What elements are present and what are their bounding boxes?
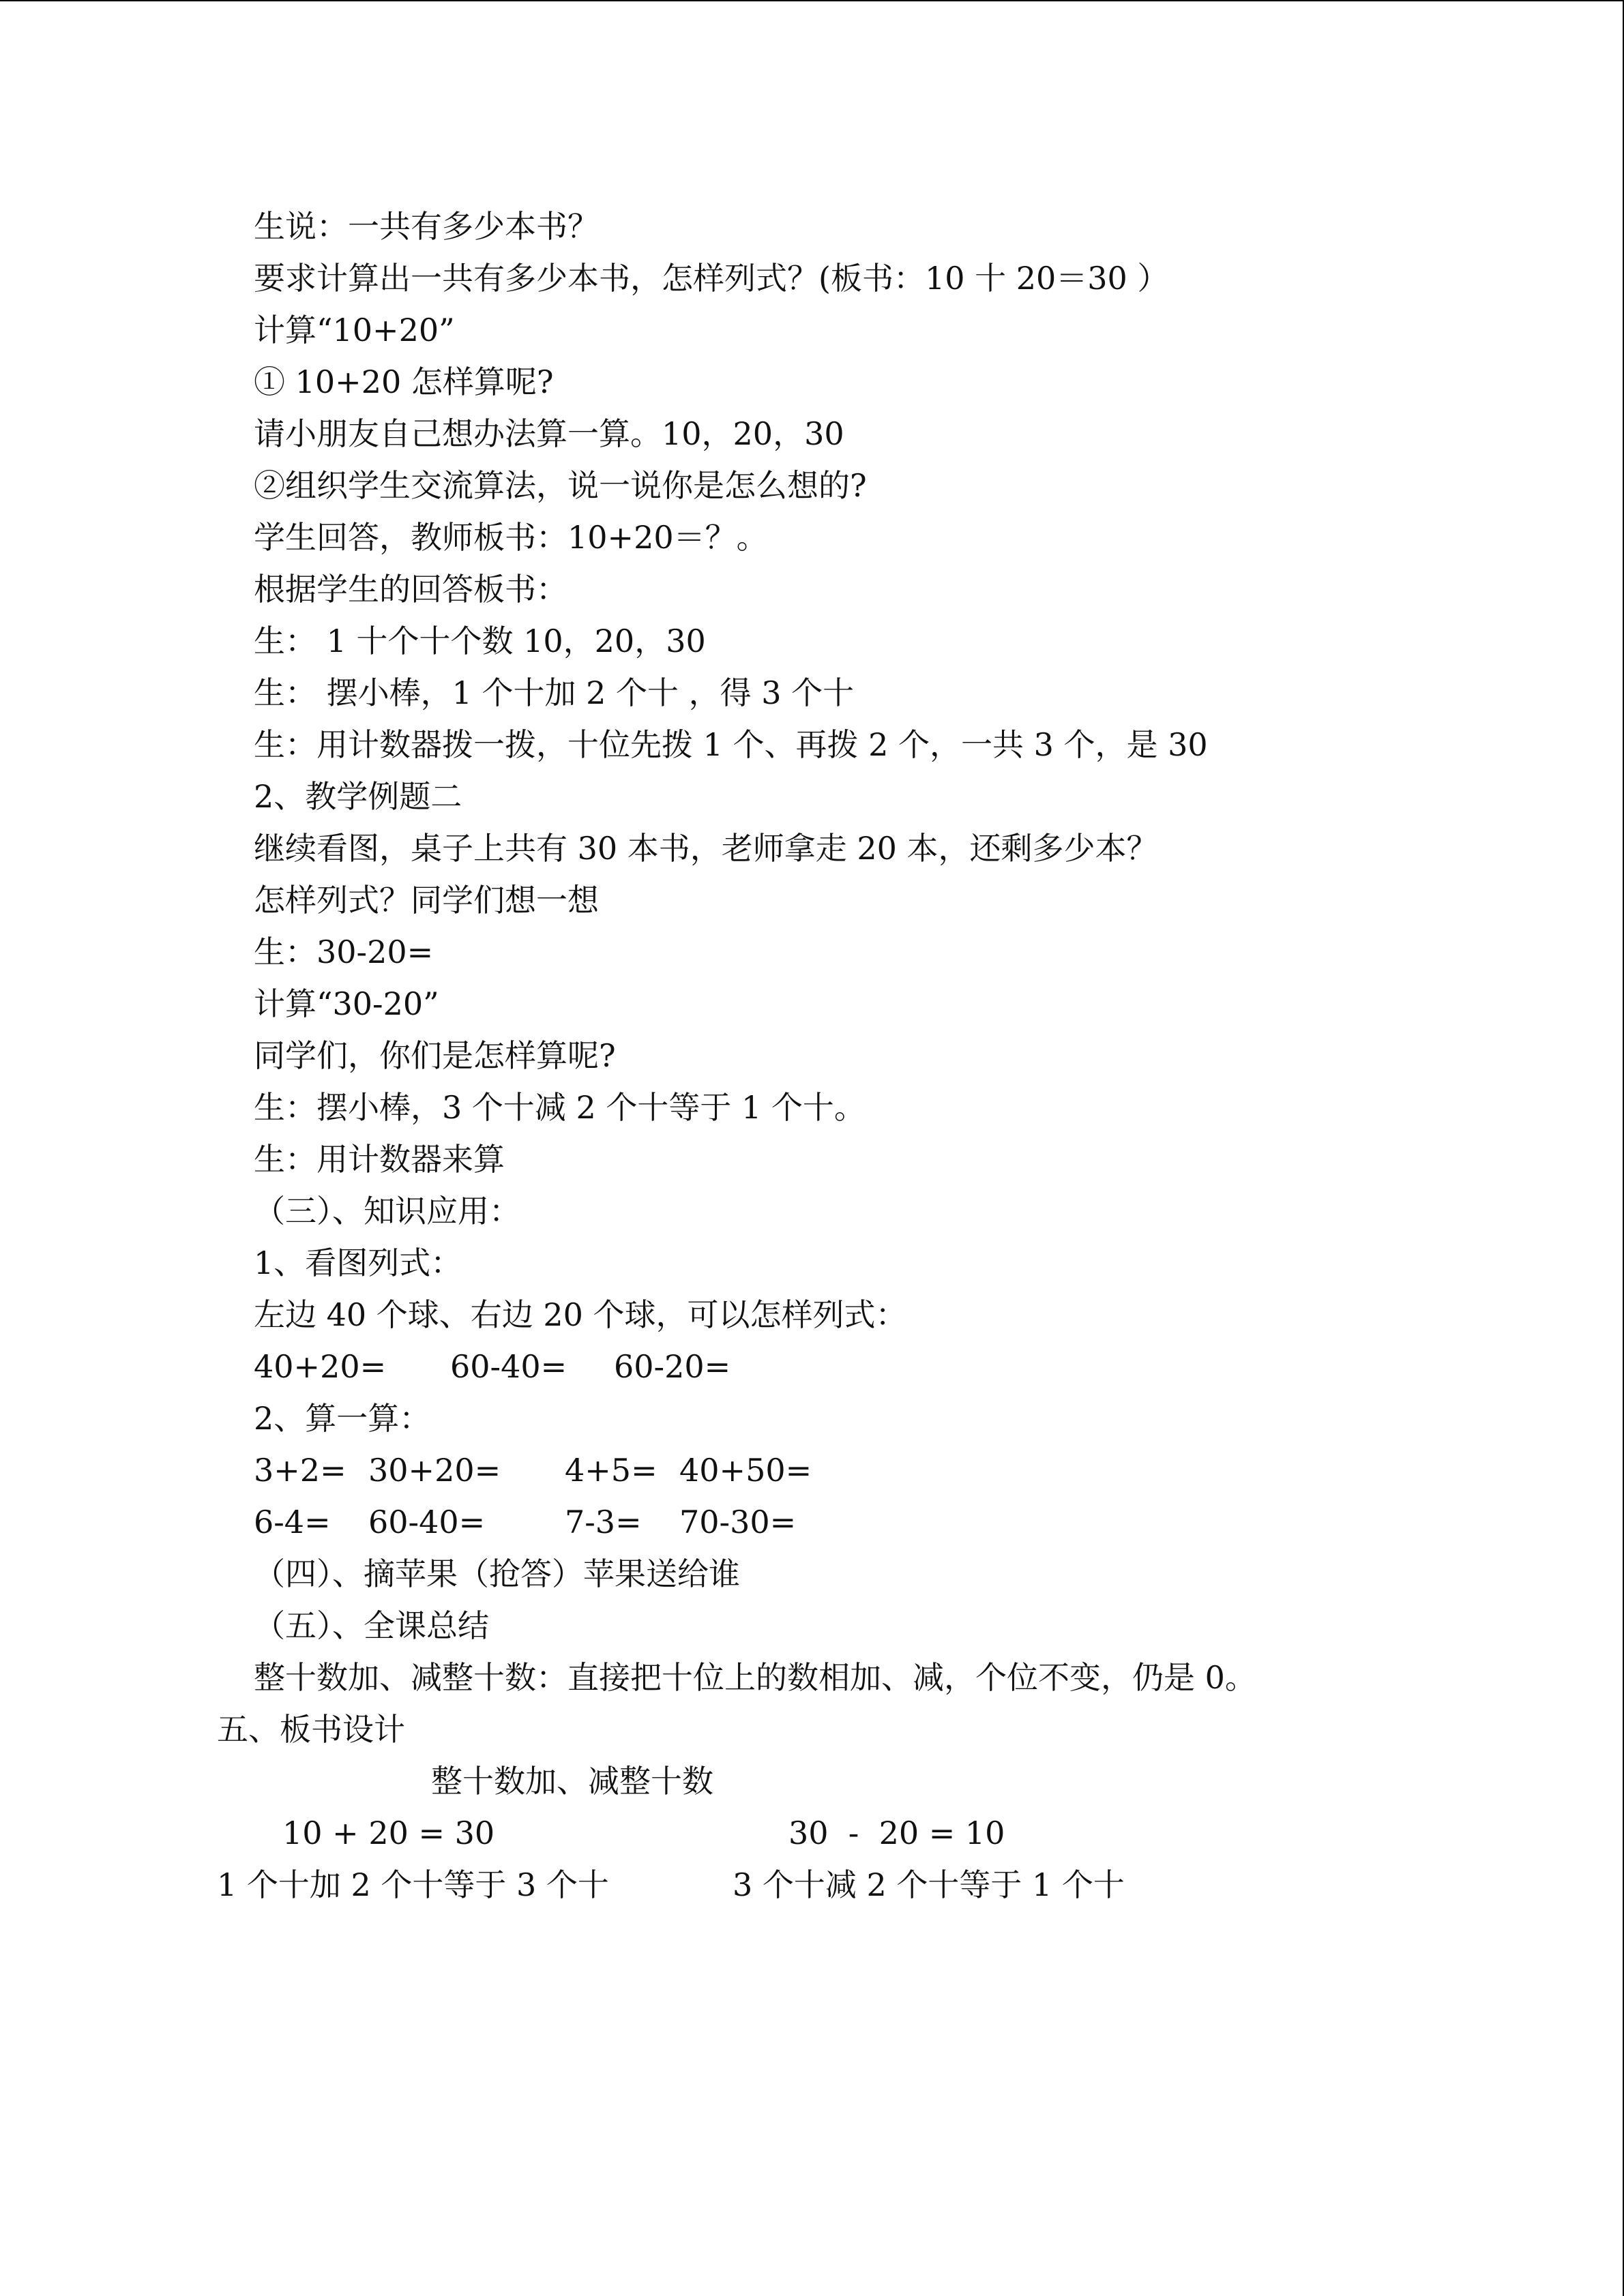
calc-item: 70-30= [679,1504,797,1540]
calc-item: 40+50= [679,1452,812,1489]
calc-item: 60-40= [368,1504,486,1540]
text-line: 左边 40 个球、右边 20 个球，可以怎样列式： [254,1296,907,1333]
text-line: ②组织学生交流算法，说一说你是怎么想的? [254,467,867,504]
board-right-equation: 30 - 20 = 10 [788,1815,1005,1851]
text-line: 生： 1 十个十个数 10，20，30 [254,623,706,659]
calc-item: 3+2= [254,1452,346,1489]
text-line: 生：用计数器来算 [254,1141,505,1178]
exercise-item: 40+20= [254,1348,387,1385]
text-line: ① 10+20 怎样算呢? [254,363,554,400]
text-line: 计算“10+20” [254,312,455,348]
text-line: 生：用计数器拨一拨，十位先拨 1 个、再拨 2 个，一共 3 个，是 30 [254,726,1208,763]
text-line: 请小朋友自己想办法算一算。10，20，30 [254,415,844,452]
text-line: 计算“30-20” [254,985,439,1022]
exercise-row [254,1346,1209,1387]
text-line: 要求计算出一共有多少本书，怎样列式？(板书：10 十 20＝30 ） [254,260,1169,297]
calc-item: 4+5= [565,1452,658,1489]
board-title: 整十数加、减整十数 [431,1763,713,1800]
text-line: 生： 摆小棒，1 个十加 2 个十 ，得 3 个十 [254,674,855,711]
text-line: 继续看图，桌子上共有 30 本书，老师拿走 20 本，还剩多少本？ [254,830,1158,867]
text-line: 根据学生的回答板书： [254,571,567,608]
text-line: 怎样列式？同学们想一想 [254,882,599,919]
text-line: 学生回答，教师板书：10+20＝？。 [254,519,768,556]
board-right-explanation: 3 个十减 2 个十等于 1 个十 [733,1866,1125,1903]
text-line: （四）、摘苹果（抢答）苹果送给谁 [254,1555,740,1592]
text-line: （三）、知识应用： [254,1193,520,1229]
calc-row [254,1502,1209,1542]
text-line: 生：30-20= [254,934,434,970]
section-title: 五、板书设计 [217,1711,405,1748]
calc-item: 30+20= [368,1452,501,1489]
text-line: 生：摆小棒，3 个十减 2 个十等于 1 个十。 [254,1089,866,1126]
text-line: 2、教学例题二 [254,778,462,815]
text-line: 同学们，你们是怎样算呢? [254,1037,616,1074]
calc-row [254,1450,1209,1491]
text-line: 生说：一共有多少本书？ [254,208,599,245]
text-line: 整十数加、减整十数：直接把十位上的数相加、减，个位不变，仍是 0。 [254,1659,1256,1696]
exercise-item: 60-40= [450,1348,567,1385]
calc-item: 7-3= [565,1504,642,1540]
text-line: （五）、全课总结 [254,1607,489,1644]
calc-item: 6-4= [254,1504,331,1540]
exercise-item: 60-20= [614,1348,731,1385]
text-line: 1、看图列式： [254,1244,462,1281]
board-left-equation: 10 + 20 = 30 [282,1815,495,1851]
board-left-explanation: 1 个十加 2 个十等于 3 个十 [217,1866,609,1903]
text-line: 2、算一算： [254,1400,431,1437]
